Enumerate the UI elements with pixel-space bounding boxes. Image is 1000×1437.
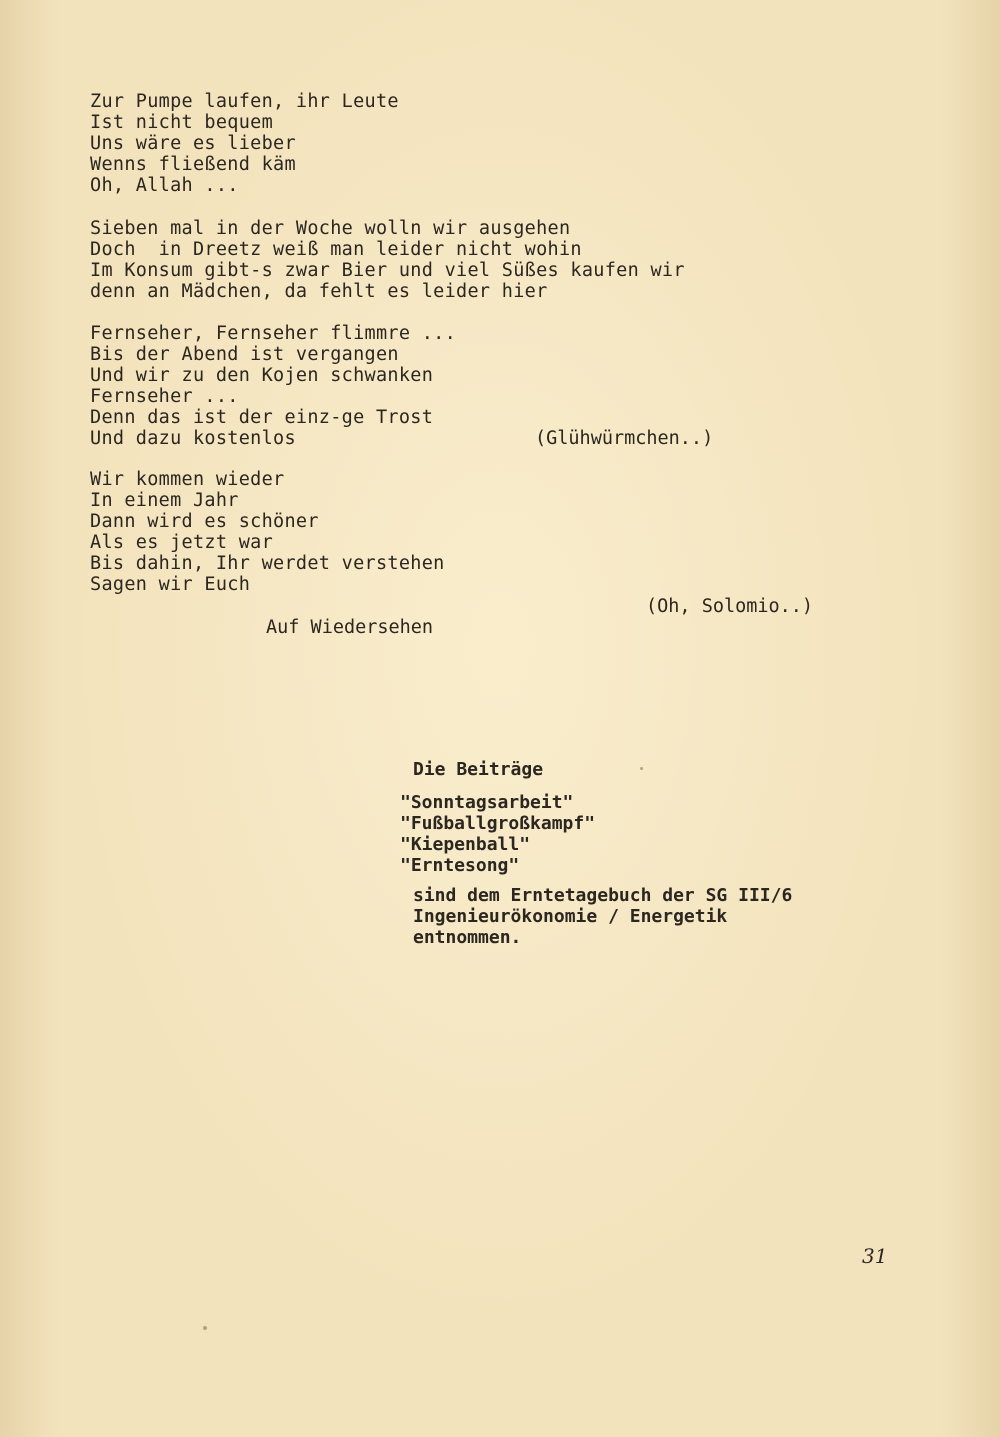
verse-line: Bis dahin, Ihr werdet verstehen [90, 553, 445, 574]
verse-line: Als es jetzt war [90, 532, 274, 553]
verse-line: Doch in Dreetz weiß man leider nicht wohin [90, 239, 582, 260]
stanza-3 [90, 323, 456, 449]
credit-item: "Fußballgroßkampf" [400, 813, 596, 834]
verse-line: Bis der Abend ist vergangen [90, 344, 399, 365]
credit-item: "Erntesong" [400, 855, 520, 876]
verse-line: Wenns fließend käm [90, 154, 296, 175]
note-line: sind dem Erntetagebuch der SG III/6 [413, 885, 793, 906]
farewell-line: Auf Wiedersehen [266, 617, 434, 638]
stanza-2 [90, 218, 685, 302]
verse-line: Wir kommen wieder [90, 469, 285, 490]
credits-title: Die Beiträge [413, 759, 544, 780]
stanza-1 [90, 91, 399, 196]
page-number: 31 [862, 1244, 888, 1268]
stanza-4 [90, 469, 445, 595]
paper-speck [640, 767, 643, 770]
credits-source-note [413, 885, 792, 948]
credits-list [400, 792, 595, 876]
verse-line: Zur Pumpe laufen, ihr Leute [90, 91, 399, 112]
verse-line: Denn das ist der einz-ge Trost [90, 407, 434, 428]
note-line: Ingenieurökonomie / Energetik [413, 906, 728, 927]
verse-line: Fernseher ... [90, 386, 239, 407]
verse-line: Dann wird es schöner [90, 511, 319, 532]
verse-line: Und dazu kostenlos [90, 428, 296, 449]
credit-item: "Kiepenball" [400, 834, 531, 855]
verse-line: Und wir zu den Kojen schwanken [90, 365, 434, 386]
verse-line: Fernseher, Fernseher flimmre ... [90, 323, 457, 344]
verse-line: Ist nicht bequem [90, 112, 274, 133]
credit-item: "Sonntagsarbeit" [400, 792, 574, 813]
tune-note-gluehwuermchen: (Glühwürmchen..) [535, 428, 714, 449]
verse-line: Uns wäre es lieber [90, 133, 296, 154]
verse-line: Oh, Allah ... [90, 175, 239, 196]
verse-line: Sieben mal in der Woche wolln wir ausgehen [90, 218, 571, 239]
verse-line: Sagen wir Euch [90, 574, 251, 595]
tune-note-solomio: (Oh, Solomio..) [646, 596, 814, 617]
verse-line: In einem Jahr [90, 490, 239, 511]
verse-line: denn an Mädchen, da fehlt es leider hier [90, 281, 548, 302]
note-line: entnommen. [413, 927, 522, 948]
paper-speck [203, 1326, 207, 1330]
verse-line: Im Konsum gibt-s zwar Bier und viel Süßes kaufen wir [90, 260, 685, 281]
